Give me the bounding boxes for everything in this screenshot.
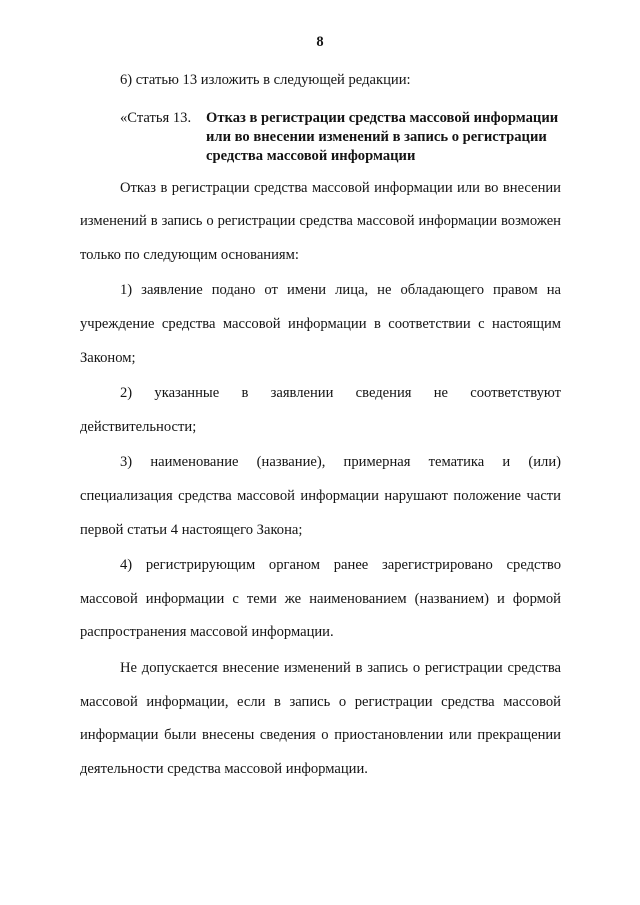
page-number: 8 — [316, 34, 324, 50]
paragraph-item-2: 2) указанные в заявлении сведения не соответствуют действительности; — [80, 385, 561, 435]
paragraph-restriction: Не допускается внесение изменений в запись о регистрации средства массовой информации, если в запись о регистрации средства массовой информации были внесены сведения о приостановлении или прекращении деятельности средства массовой информации. — [80, 659, 561, 777]
article-title: Отказ в регистрации средства массовой информации или во внесении изменений в запись о регистрации средства массовой информации — [206, 109, 559, 164]
paragraph-item-4: 4) регистрирующим органом ранее зарегистрировано средство массовой информации с теми же наименованием (названием) и формой распространения массовой информации. — [80, 557, 561, 641]
paragraph-item-3: 3) наименование (название), примерная тематика и (или) специализация средства массовой информации нарушают положение части первой статьи 4 настоящего Закона; — [80, 454, 561, 538]
paragraph-grounds: Отказ в регистрации средства массовой информации или во внесении изменений в запись о регистрации средства массовой информации возможен только по следующим основаниям: — [80, 179, 561, 263]
article-heading — [80, 102, 561, 166]
amendment-intro: 6) статью 13 изложить в следующей редакции: — [120, 72, 411, 88]
paragraph-item-1: 1) заявление подано от имени лица, не обладающего правом на учреждение средства массовой информации в соответствии с настоящим Законом; — [80, 282, 561, 366]
article-label: «Статья 13. — [120, 109, 192, 126]
document-body — [80, 64, 561, 786]
